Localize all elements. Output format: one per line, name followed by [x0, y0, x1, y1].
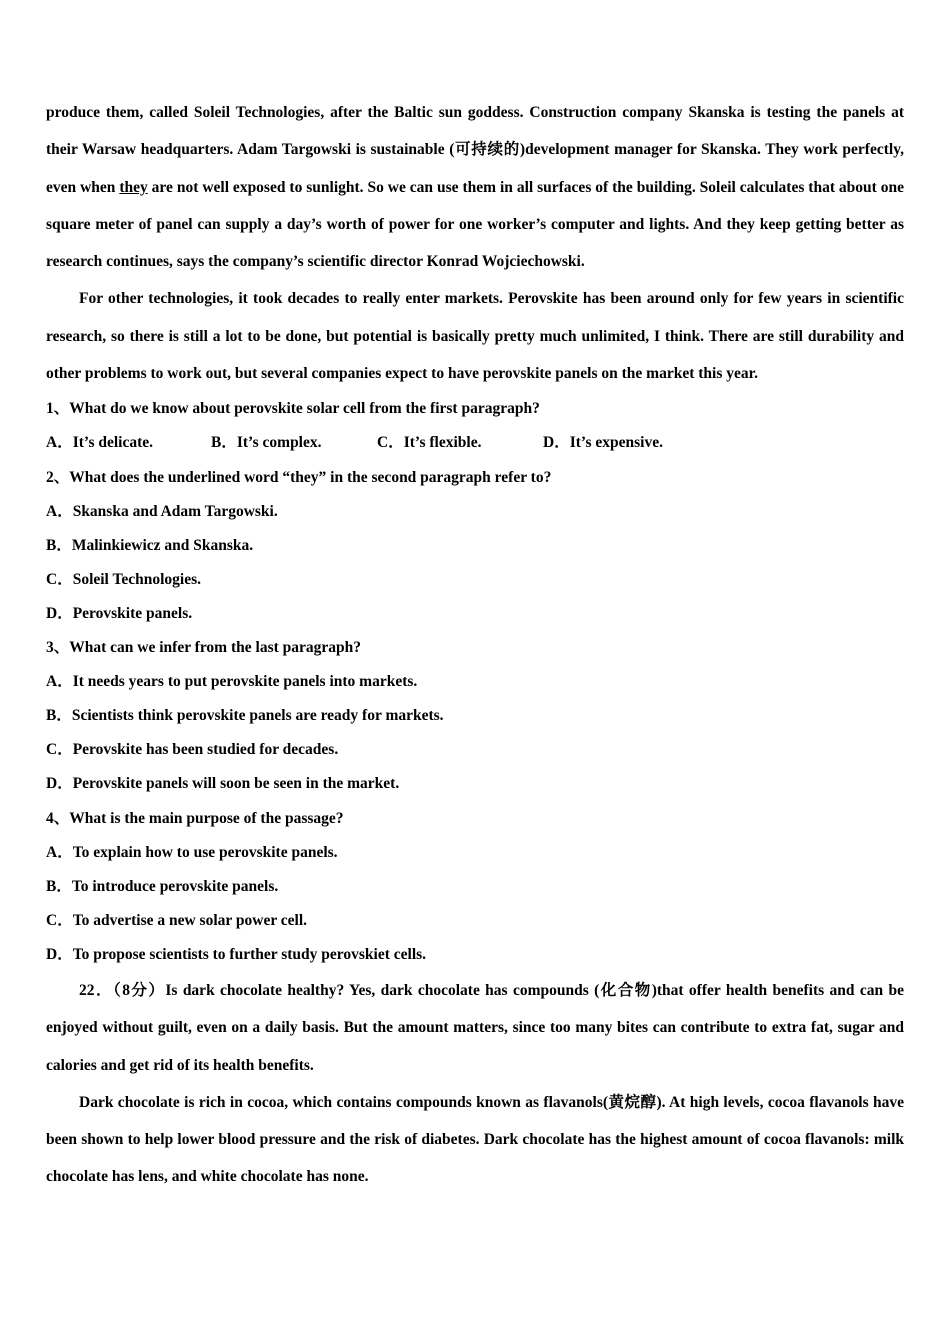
question-2-option-a: A．Skanska and Adam Targowski. — [46, 502, 278, 520]
question-2-option-c: C．Soleil Technologies. — [46, 570, 202, 588]
question-3-stem: 3、What can we infer from the last paragraph? — [46, 639, 362, 657]
question-1-option-d: D．It’s expensive. — [543, 434, 663, 452]
passage-paragraph-1-text: produce them, called Soleil Technologies, after the Baltic sun goddess. Construction company Skanska is testing the panels at their Warsaw headquarters. Adam Targowski is sustainable (可持续的)development manager for Skanska. — [46, 104, 904, 159]
passage-paragraph-1b-before: They work perfectly, even when — [46, 141, 904, 196]
question-4-stem: 4、What is the main purpose of the passage? — [46, 809, 344, 827]
passage-paragraph-1 — [46, 94, 904, 280]
question-4-option-a: A．To explain how to use perovskite panels. — [46, 843, 338, 861]
passage-paragraph-1b-after: are not well exposed to sunlight. So we can use them in all surfaces of the building. Soleil calculates that about one square meter of panel can supply a day’s worth of power for one worker’s computer and lights. And they keep getting better as research continues, says the company’s scientific director Konrad Wojciechowski. — [46, 178, 905, 271]
question-3-option-c: C．Perovskite has been studied for decades. — [46, 741, 339, 759]
section-22-paragraph-1: 22．（8分）Is dark chocolate healthy? Yes, dark chocolate has compounds (化合物)that offer health benefits and can be enjoyed without guilt, even on a daily basis. But the amount matters, since too many bites can contribute to extra fat, sugar and calories and get rid of its health benefits. — [46, 981, 904, 1074]
underlined-word-they: they — [119, 178, 148, 196]
document-page — [46, 94, 904, 1196]
question-2-option-d: D．Perovskite panels. — [46, 604, 193, 622]
question-2-option-b: B．Malinkiewicz and Skanska. — [46, 536, 254, 554]
question-3-option-b: B．Scientists think perovskite panels are ready for markets. — [46, 707, 444, 725]
question-4-option-d: D．To propose scientists to further study perovskiet cells. — [46, 945, 427, 963]
question-4-option-b: B．To introduce perovskite panels. — [46, 877, 279, 895]
question-1-stem: 1、What do we know about perovskite solar cell from the first paragraph? — [46, 400, 540, 418]
question-1-option-c: C．It’s flexible. — [377, 434, 482, 452]
question-4-option-c: C．To advertise a new solar power cell. — [46, 911, 308, 929]
question-1-options — [46, 426, 904, 460]
question-1-option-a: A．It’s delicate. — [46, 434, 154, 452]
question-1-option-b: B．It’s complex. — [211, 434, 322, 452]
question-2-stem: 2、What does the underlined word “they” in the second paragraph refer to? — [46, 468, 552, 486]
section-22-paragraph-2: Dark chocolate is rich in cocoa, which contains compounds known as flavanols(黄烷醇). At high levels, cocoa flavanols have been shown to help lower blood pressure and the risk of diabetes. Dark chocolate has the highest amount of cocoa flavanols: milk chocolate has lens, and white chocolate has none. — [46, 1093, 904, 1186]
question-3-option-a: A．It needs years to put perovskite panels into markets. — [46, 673, 418, 691]
passage-paragraph-2: For other technologies, it took decades to really enter markets. Perovskite has been around only for few years in scientific research, so there is still a lot to be done, but potential is basically pretty much unlimited, I think. There are still durability and other problems to work out, but several companies expect to have perovskite panels on the market this year. — [46, 290, 904, 383]
question-3-option-d: D．Perovskite panels will soon be seen in the market. — [46, 775, 400, 793]
